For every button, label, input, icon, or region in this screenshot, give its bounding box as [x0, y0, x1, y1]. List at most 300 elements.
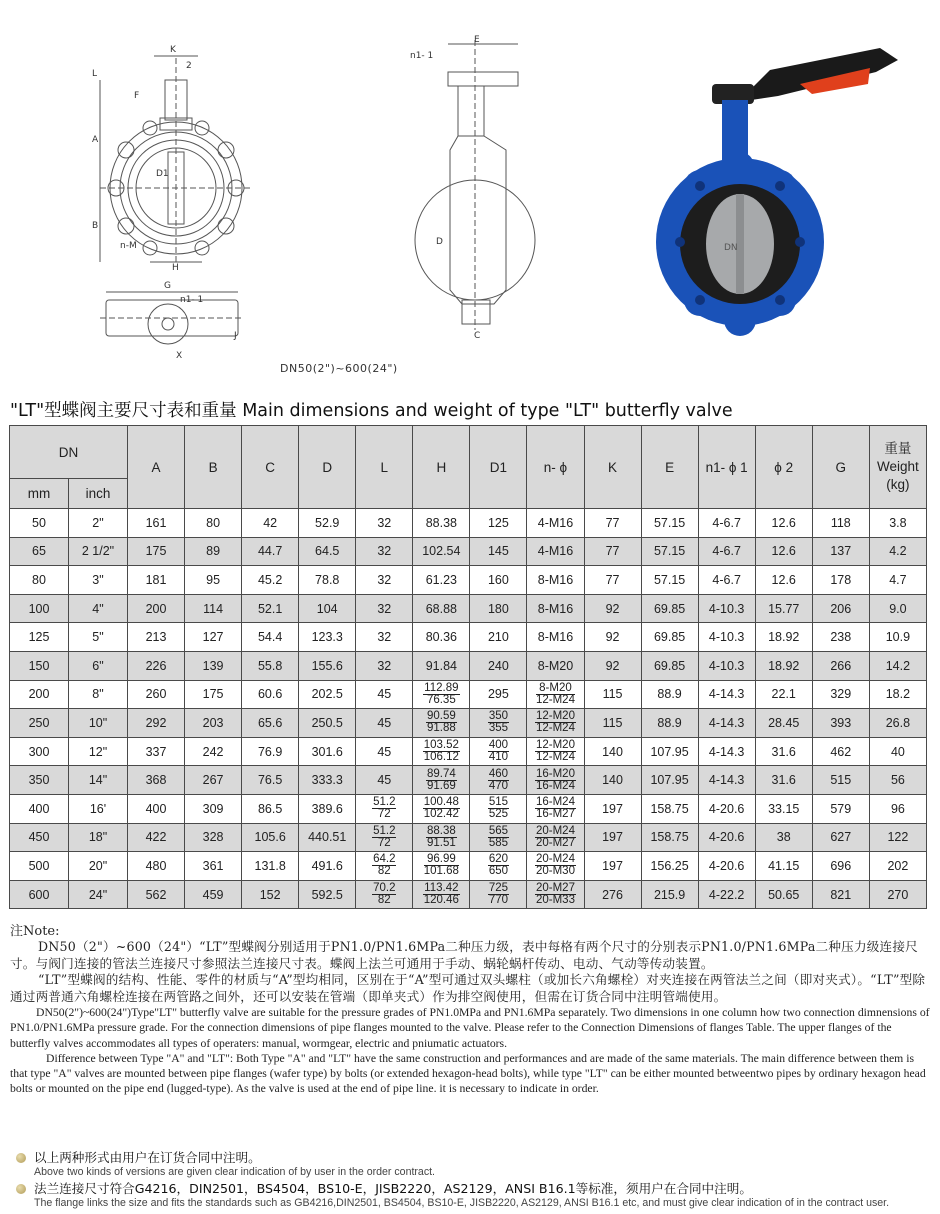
header-A: A — [128, 426, 185, 509]
table-cell-h: 102.54 — [413, 537, 470, 566]
header-n-phi: n- ϕ — [527, 426, 584, 509]
table-cell-d: 440.51 — [299, 823, 356, 852]
value-pn16: 16-M27 — [535, 808, 575, 821]
stacked-value — [535, 854, 576, 877]
table-row — [10, 651, 927, 680]
value-pn16: 91.51 — [426, 836, 456, 849]
table-cell-a: 200 — [128, 594, 185, 623]
table-cell-d1: 210 — [470, 623, 527, 652]
table-cell-g: 515 — [812, 766, 869, 795]
table-cell-n — [527, 823, 584, 852]
stacked-value — [488, 740, 509, 763]
table-cell-n1: 4-10.3 — [698, 651, 755, 680]
value-pn10: 70.2 — [373, 882, 396, 895]
table-cell-inch: 8" — [69, 680, 128, 709]
value-pn16: 355 — [488, 722, 508, 735]
table-cell-d: 333.3 — [299, 766, 356, 795]
table-row — [10, 566, 927, 595]
table-cell-n1: 4-14.3 — [698, 709, 755, 738]
table-cell-a: 226 — [128, 651, 185, 680]
table-cell-w: 4.7 — [869, 566, 926, 595]
table-cell-p2: 12.6 — [755, 537, 812, 566]
weight-unit: (kg) — [886, 477, 910, 492]
table-cell-w: 10.9 — [869, 623, 926, 652]
table-cell-b: 127 — [185, 623, 242, 652]
table-cell-b: 114 — [185, 594, 242, 623]
table-row — [10, 852, 927, 881]
notes-section — [10, 920, 930, 1097]
stacked-value — [424, 854, 459, 877]
dim-label-H: H — [172, 263, 179, 273]
table-cell-k: 77 — [584, 509, 641, 538]
stacked-value — [535, 883, 576, 906]
table-cell-mm: 250 — [10, 709, 69, 738]
table-cell-h: 88.38 — [413, 509, 470, 538]
table-cell-d: 202.5 — [299, 680, 356, 709]
value-pn10: 51.2 — [373, 824, 396, 837]
table-cell-e: 107.95 — [641, 766, 698, 795]
table-cell-b: 361 — [185, 852, 242, 881]
valve-drawings — [0, 0, 940, 395]
header-D1: D1 — [470, 426, 527, 509]
table-cell-mm: 600 — [10, 880, 69, 909]
table-cell-e: 158.75 — [641, 823, 698, 852]
value-pn10: 88.38 — [426, 824, 456, 837]
value-pn16: 120.46 — [423, 894, 459, 907]
header-G: G — [812, 426, 869, 509]
front-view-drawing — [100, 56, 252, 262]
table-cell-a: 213 — [128, 623, 185, 652]
table-row — [10, 823, 927, 852]
table-row — [10, 594, 927, 623]
header-phi2: ϕ 2 — [755, 426, 812, 509]
stacked-value — [372, 883, 396, 906]
header-B: B — [185, 426, 242, 509]
value-pn16: 12-M24 — [535, 693, 575, 706]
stacked-value — [423, 797, 460, 820]
stacked-value — [426, 826, 457, 849]
table-cell-n: 8-M16 — [527, 566, 584, 595]
value-pn16: 12-M24 — [535, 722, 575, 735]
table-cell-inch: 5" — [69, 623, 128, 652]
value-pn16: 585 — [488, 836, 508, 849]
table-row — [10, 509, 927, 538]
table-cell-inch: 2 1/2" — [69, 537, 128, 566]
value-pn16: 525 — [488, 808, 508, 821]
value-pn10: 20-M27 — [535, 882, 575, 895]
drawing-caption: DN50(2")~600(24") — [280, 362, 398, 375]
bullet-cn: 法兰连接尺寸符合G4216，DIN2501，BS4504，BS10-E，JISB2220，AS2129，ANSI B16.1等标准，须用户在合同中注明。 — [34, 1181, 752, 1196]
table-cell-p2: 33.15 — [755, 794, 812, 823]
value-pn16: 770 — [488, 894, 508, 907]
table-cell-a: 422 — [128, 823, 185, 852]
table-cell-p2: 15.77 — [755, 594, 812, 623]
header-weight — [869, 426, 926, 509]
header-D: D — [299, 426, 356, 509]
table-cell-p2: 31.6 — [755, 766, 812, 795]
table-cell-k: 276 — [584, 880, 641, 909]
table-cell-inch: 18" — [69, 823, 128, 852]
table-cell-l: 45 — [356, 680, 413, 709]
table-cell-d: 104 — [299, 594, 356, 623]
table-cell-mm: 500 — [10, 852, 69, 881]
stacked-value — [536, 683, 575, 706]
table-cell-d: 123.3 — [299, 623, 356, 652]
bullet-en: Above two kinds of versions are given clear indication of by user in the order contract. — [34, 1166, 436, 1178]
value-pn16: 106.12 — [423, 751, 459, 764]
table-cell-a: 161 — [128, 509, 185, 538]
table-cell-k: 92 — [584, 594, 641, 623]
value-pn16: 16-M24 — [535, 779, 575, 792]
table-cell-d: 491.6 — [299, 852, 356, 881]
stacked-value — [488, 711, 509, 734]
note-cn-1: DN50（2"）~600（24"）“LT”型蝶阀分别适用于PN1.0/PN1.6MPa二种压力级，表中每格有两个尺寸的分别表示PN1.0/PN1.6MPa二种压力级连接尺寸。与阀门连接的管法兰连接尺寸参照法兰连接尺寸表。蝶阀上法兰可通用于手动、蜗轮蜗杆传动、电动、气动等传动装置。 — [10, 939, 918, 971]
value-pn16: 20-M33 — [535, 894, 575, 907]
table-cell-inch: 12" — [69, 737, 128, 766]
table-cell-c: 52.1 — [242, 594, 299, 623]
value-pn10: 16-M24 — [535, 796, 575, 809]
stacked-value — [372, 797, 396, 820]
stacked-value — [488, 883, 509, 906]
value-pn16: 410 — [488, 751, 508, 764]
value-pn10: 565 — [488, 824, 508, 837]
table-cell-p2: 31.6 — [755, 737, 812, 766]
table-cell-n1: 4-6.7 — [698, 537, 755, 566]
dim-label-nM: n-M — [120, 241, 137, 251]
table-cell-k: 197 — [584, 852, 641, 881]
stacked-value — [535, 797, 576, 820]
stacked-value — [488, 797, 509, 820]
table-cell-g: 178 — [812, 566, 869, 595]
table-cell-d: 155.6 — [299, 651, 356, 680]
dim-label-G: G — [164, 281, 171, 291]
value-pn16: 72 — [377, 808, 391, 821]
value-pn16: 12-M24 — [535, 751, 575, 764]
table-cell-c: 105.6 — [242, 823, 299, 852]
table-cell-inch: 3" — [69, 566, 128, 595]
table-cell-h — [413, 737, 470, 766]
table-cell-d1: 145 — [470, 537, 527, 566]
table-cell-l: 32 — [356, 537, 413, 566]
dim-label-J: J — [234, 331, 237, 341]
table-cell-inch: 14" — [69, 766, 128, 795]
table-cell-inch: 20" — [69, 852, 128, 881]
dimensions-table — [9, 425, 927, 909]
note-heading: 注Note: — [10, 924, 60, 939]
table-cell-d1 — [470, 709, 527, 738]
table-row — [10, 623, 927, 652]
table-cell-p2: 18.92 — [755, 651, 812, 680]
table-cell-d: 64.5 — [299, 537, 356, 566]
stacked-value — [423, 883, 459, 906]
table-cell-c: 54.4 — [242, 623, 299, 652]
page-title: "LT"型蝶阀主要尺寸表和重量 Main dimensions and weight of type "LT" butterfly valve — [10, 401, 733, 421]
table-cell-w: 40 — [869, 737, 926, 766]
bullet-item — [14, 1181, 929, 1210]
bullet-item — [14, 1150, 929, 1179]
table-cell-w: 9.0 — [869, 594, 926, 623]
value-pn10: 20-M24 — [535, 853, 575, 866]
table-cell-n1: 4-20.6 — [698, 823, 755, 852]
stacked-value — [488, 769, 509, 792]
table-cell-n1: 4-10.3 — [698, 594, 755, 623]
table-cell-c: 42 — [242, 509, 299, 538]
table-cell-w: 202 — [869, 852, 926, 881]
value-pn10: 515 — [488, 796, 508, 809]
table-cell-n: 8-M20 — [527, 651, 584, 680]
table-cell-e: 156.25 — [641, 852, 698, 881]
table-cell-l — [356, 880, 413, 909]
table-cell-b: 242 — [185, 737, 242, 766]
dim-label-F: F — [134, 91, 140, 101]
table-cell-h: 68.88 — [413, 594, 470, 623]
table-cell-h: 91.84 — [413, 651, 470, 680]
stacked-value — [535, 740, 576, 763]
table-cell-k: 197 — [584, 794, 641, 823]
table-cell-l — [356, 823, 413, 852]
note-en-2: Difference between Type "A" and "LT": Both Type "A" and "LT" have the same construction and performances and are made of the same materials. The main difference between them is that type "A" valves are mounted between pipe flanges (wafer type) by bolts (or extended hexagon-head bolts), while type "LT" can be either mounted betweentwo pipes by ordinary hexagon head bolts or mounted on the pipe end (lugged-type). As the valve is used at the end of pipe line. it is necessary to indicate in order. — [10, 1051, 926, 1096]
table-cell-b: 328 — [185, 823, 242, 852]
table-cell-mm: 80 — [10, 566, 69, 595]
table-cell-g: 579 — [812, 794, 869, 823]
table-cell-g: 627 — [812, 823, 869, 852]
table-cell-d1 — [470, 852, 527, 881]
table-cell-b: 95 — [185, 566, 242, 595]
header-mm: mm — [10, 479, 69, 509]
table-cell-h — [413, 880, 470, 909]
bullet-list — [14, 1150, 929, 1212]
table-cell-g: 821 — [812, 880, 869, 909]
table-cell-k: 92 — [584, 623, 641, 652]
dim-label-C: C — [474, 331, 481, 341]
table-cell-c: 44.7 — [242, 537, 299, 566]
table-cell-b: 89 — [185, 537, 242, 566]
table-cell-p2: 50.65 — [755, 880, 812, 909]
table-cell-p2: 38 — [755, 823, 812, 852]
table-cell-d1: 160 — [470, 566, 527, 595]
table-cell-k: 140 — [584, 737, 641, 766]
table-cell-n — [527, 766, 584, 795]
table-cell-d1: 125 — [470, 509, 527, 538]
table-cell-p2: 41.15 — [755, 852, 812, 881]
value-pn10: 12-M20 — [535, 710, 575, 723]
value-pn16: 102.42 — [423, 808, 459, 821]
table-cell-c: 76.5 — [242, 766, 299, 795]
stacked-value — [488, 826, 509, 849]
table-cell-w: 56 — [869, 766, 926, 795]
table-cell-n1: 4-20.6 — [698, 794, 755, 823]
stacked-value — [535, 711, 576, 734]
table-cell-d1: 295 — [470, 680, 527, 709]
note-en-1: DN50(2")~600(24")Type"LT" butterfly valve are suitable for the pressure grades of PN1.0MPa and PN1.6MPa separately. Two dimensions in one column how two connection dimnensions of PN1.0/PN1.6MPa pressure grade. For the connection dimensions of pipe flanges mounted to the valve. Please refer to the Connection Dimensions of flanges Table. The upper flanges of the butterfly valves accommodates all types of operaters: manual, wormgear, electric and pniumatic actuators. — [10, 1006, 930, 1050]
stacked-value — [423, 740, 460, 763]
table-cell-c: 86.5 — [242, 794, 299, 823]
value-pn10: 725 — [488, 882, 508, 895]
table-cell-d1 — [470, 737, 527, 766]
table-cell-n: 4-M16 — [527, 537, 584, 566]
table-cell-mm: 300 — [10, 737, 69, 766]
table-cell-k: 92 — [584, 651, 641, 680]
table-row — [10, 709, 927, 738]
value-pn10: 96.99 — [424, 854, 459, 866]
table-cell-h — [413, 794, 470, 823]
value-pn16: 76.35 — [426, 693, 456, 706]
table-cell-e: 107.95 — [641, 737, 698, 766]
dim-label-n1: n1- 1 — [180, 295, 204, 305]
table-cell-c: 60.6 — [242, 680, 299, 709]
stacked-value — [535, 769, 576, 792]
disc-marking: DN — [724, 243, 738, 253]
table-cell-d: 78.8 — [299, 566, 356, 595]
stacked-value — [372, 854, 396, 877]
table-cell-d1 — [470, 823, 527, 852]
value-pn10: 112.89 — [424, 681, 459, 694]
bottom-view-drawing — [100, 292, 244, 344]
table-cell-e: 158.75 — [641, 794, 698, 823]
table-cell-d: 389.6 — [299, 794, 356, 823]
table-cell-h: 80.36 — [413, 623, 470, 652]
side-view-drawing — [415, 40, 535, 330]
note-cn-2: “LT”型蝶阀的结构、性能、零件的材质与“A”型均相同，区别在于“A”型可通过双头螺柱（或加长六角螺栓）对夹连接在两管法兰之间（即对夹式）。“LT”型除通过两普通六角螺栓连接在两管路之间外，还可以安装在管端（即单夹式）作为排空阀使用，但需在订货合同中注明管端使用。 — [10, 972, 926, 1004]
table-cell-mm: 65 — [10, 537, 69, 566]
table-cell-l — [356, 852, 413, 881]
table-cell-n1: 4-10.3 — [698, 623, 755, 652]
value-pn16: 82 — [377, 865, 391, 878]
table-cell-c: 76.9 — [242, 737, 299, 766]
table-cell-n1: 4-14.3 — [698, 680, 755, 709]
table-row — [10, 537, 927, 566]
table-cell-k: 197 — [584, 823, 641, 852]
dim-label-D: D — [436, 237, 443, 247]
table-cell-g: 393 — [812, 709, 869, 738]
header-dn: DN — [10, 426, 128, 479]
table-cell-g: 462 — [812, 737, 869, 766]
table-cell-w: 26.8 — [869, 709, 926, 738]
table-cell-n: 8-M16 — [527, 623, 584, 652]
table-cell-c: 131.8 — [242, 852, 299, 881]
table-cell-l: 45 — [356, 709, 413, 738]
table-cell-a: 400 — [128, 794, 185, 823]
value-pn10: 64.2 — [373, 853, 396, 866]
bullet-en: The flange links the size and fits the standards such as GB4216,DIN2501, BS4504, BS10-E, JISB2220, AS2129, ANSI B16.1 etc, and must give clear indication of in the contract user. — [34, 1197, 890, 1209]
table-cell-inch: 6" — [69, 651, 128, 680]
dim-label-A: A — [92, 135, 99, 145]
table-cell-b: 80 — [185, 509, 242, 538]
table-cell-g: 118 — [812, 509, 869, 538]
table-cell-l: 32 — [356, 566, 413, 595]
table-cell-e: 69.85 — [641, 651, 698, 680]
table-cell-d: 250.5 — [299, 709, 356, 738]
value-pn10: 90.59 — [426, 710, 456, 723]
table-cell-e: 69.85 — [641, 623, 698, 652]
table-cell-d1: 240 — [470, 651, 527, 680]
header-E: E — [641, 426, 698, 509]
table-row — [10, 766, 927, 795]
value-pn10: 20-M24 — [535, 824, 575, 837]
table-cell-n: 4-M16 — [527, 509, 584, 538]
value-pn10: 620 — [488, 853, 508, 866]
dim-label-2: 2 — [186, 61, 192, 71]
table-cell-g: 238 — [812, 623, 869, 652]
table-cell-b: 459 — [185, 880, 242, 909]
bullet-cn: 以上两种形式由用户在订货合同中注明。 — [34, 1150, 261, 1165]
table-cell-e: 57.15 — [641, 566, 698, 595]
dim-label-B: B — [92, 221, 99, 231]
value-pn10: 89.74 — [426, 767, 456, 780]
table-cell-w: 122 — [869, 823, 926, 852]
table-cell-inch: 4" — [69, 594, 128, 623]
table-cell-p2: 28.45 — [755, 709, 812, 738]
value-pn10: 16-M20 — [535, 767, 575, 780]
bullet-dot-icon — [16, 1184, 26, 1194]
table-cell-k: 140 — [584, 766, 641, 795]
weight-cn: 重量 — [884, 441, 912, 456]
table-cell-p2: 22.1 — [755, 680, 812, 709]
table-cell-d: 301.6 — [299, 737, 356, 766]
table-cell-h — [413, 766, 470, 795]
product-photo — [656, 48, 898, 336]
table-cell-k: 77 — [584, 566, 641, 595]
table-cell-c: 152 — [242, 880, 299, 909]
table-cell-mm: 450 — [10, 823, 69, 852]
dim-label-E: E — [474, 35, 480, 45]
table-cell-k: 115 — [584, 709, 641, 738]
table-cell-inch: 2" — [69, 509, 128, 538]
table-cell-mm: 100 — [10, 594, 69, 623]
header-inch: inch — [69, 479, 128, 509]
value-pn10: 100.48 — [423, 796, 459, 809]
table-cell-k: 77 — [584, 537, 641, 566]
header-H: H — [413, 426, 470, 509]
table-cell-n — [527, 794, 584, 823]
table-cell-d: 52.9 — [299, 509, 356, 538]
table-cell-l — [356, 794, 413, 823]
table-cell-n — [527, 709, 584, 738]
table-cell-h — [413, 680, 470, 709]
table-cell-h: 61.23 — [413, 566, 470, 595]
table-cell-n1: 4-20.6 — [698, 852, 755, 881]
table-cell-e: 215.9 — [641, 880, 698, 909]
table-cell-b: 203 — [185, 709, 242, 738]
table-cell-n1: 4-6.7 — [698, 566, 755, 595]
table-cell-n — [527, 852, 584, 881]
value-pn10: 400 — [488, 739, 508, 752]
stacked-value — [535, 826, 576, 849]
table-cell-a: 181 — [128, 566, 185, 595]
table-cell-l: 32 — [356, 651, 413, 680]
table-cell-g: 696 — [812, 852, 869, 881]
table-cell-h — [413, 709, 470, 738]
value-pn10: 460 — [488, 767, 508, 780]
table-cell-h — [413, 823, 470, 852]
value-pn10: 113.42 — [424, 882, 459, 895]
table-cell-mm: 150 — [10, 651, 69, 680]
table-cell-n1: 4-6.7 — [698, 509, 755, 538]
table-cell-p2: 12.6 — [755, 566, 812, 595]
value-pn16: 470 — [488, 779, 508, 792]
table-cell-b: 175 — [185, 680, 242, 709]
value-pn16: 650 — [488, 865, 508, 878]
table-cell-b: 309 — [185, 794, 242, 823]
value-pn16: 82 — [377, 894, 391, 907]
table-cell-a: 480 — [128, 852, 185, 881]
value-pn16: 101.68 — [423, 865, 459, 878]
table-cell-mm: 50 — [10, 509, 69, 538]
value-pn10: 8-M20 — [536, 683, 575, 695]
table-cell-d1 — [470, 794, 527, 823]
dim-label-K: K — [170, 45, 176, 55]
table-cell-k: 115 — [584, 680, 641, 709]
